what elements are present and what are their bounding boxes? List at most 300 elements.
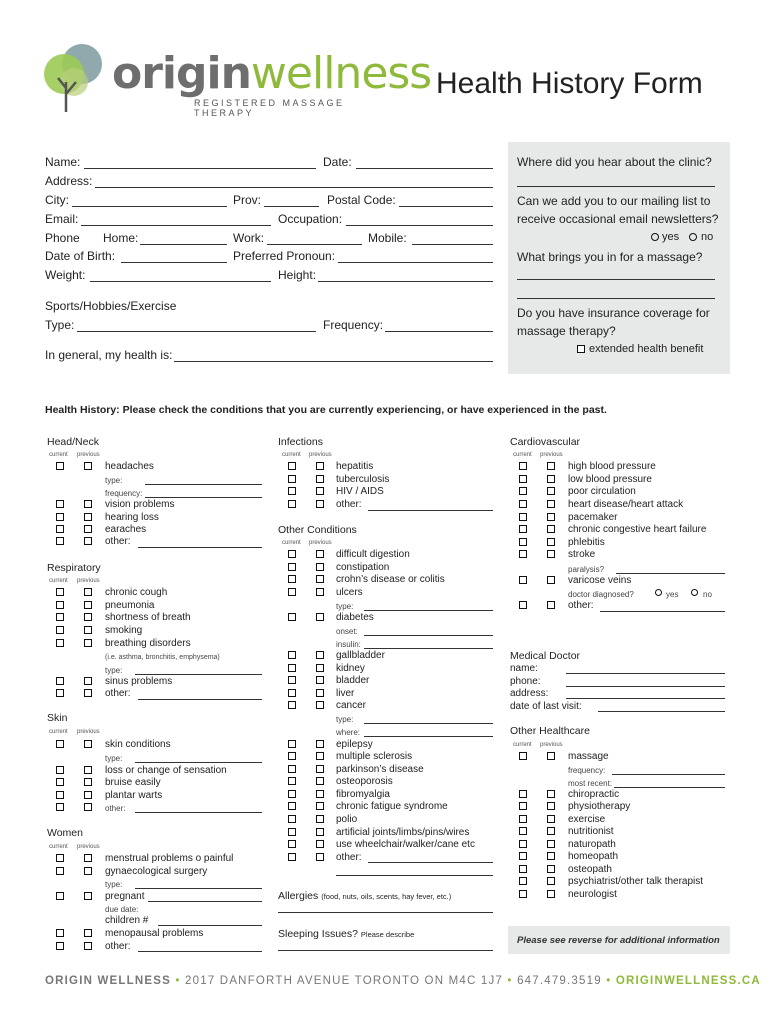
gynae-current-checkbox[interactable] bbox=[56, 867, 64, 875]
sports-type-label: Type: bbox=[45, 318, 75, 332]
phlebitis-previous-checkbox[interactable] bbox=[547, 538, 555, 546]
psych-current-checkbox[interactable] bbox=[519, 877, 527, 885]
previous-header: previous bbox=[77, 452, 100, 458]
gynae-previous-checkbox[interactable] bbox=[84, 867, 92, 875]
cancer-current-checkbox[interactable] bbox=[288, 701, 296, 709]
varicose-current-checkbox[interactable] bbox=[519, 576, 527, 584]
breathing-type-field[interactable] bbox=[135, 674, 262, 675]
pregnant-previous-checkbox[interactable] bbox=[84, 892, 92, 900]
general-health-field[interactable] bbox=[174, 361, 493, 362]
kidney-label: kidney bbox=[336, 663, 365, 674]
massage-frequency-field[interactable] bbox=[612, 774, 725, 775]
headneck-other-previous-checkbox[interactable] bbox=[84, 537, 92, 545]
varicose-previous-checkbox[interactable] bbox=[547, 576, 555, 584]
tb-previous-checkbox[interactable] bbox=[316, 475, 324, 483]
children-field[interactable] bbox=[158, 925, 262, 926]
homeopath-current-checkbox[interactable] bbox=[519, 852, 527, 860]
liver-label: liver bbox=[336, 688, 355, 699]
respiratory-heading: Respiratory bbox=[47, 562, 101, 574]
postal-field[interactable] bbox=[399, 206, 493, 207]
general-health-label: In general, my health is: bbox=[45, 348, 173, 362]
fibro-previous-checkbox[interactable] bbox=[316, 790, 324, 798]
last-visit-label: date of last visit: bbox=[510, 701, 582, 712]
sleeping-field[interactable] bbox=[278, 950, 493, 951]
hiv-previous-checkbox[interactable] bbox=[316, 487, 324, 495]
exercise-current-checkbox[interactable] bbox=[519, 815, 527, 823]
circulation-previous-checkbox[interactable] bbox=[547, 487, 555, 495]
health-history-heading: Health History: Please check the conditions that you are currently experiencing, or have experienced in the past. bbox=[45, 404, 607, 416]
skin-previous-checkbox[interactable] bbox=[84, 740, 92, 748]
hear-field[interactable] bbox=[517, 186, 715, 187]
footer-phone: 647.479.3519 bbox=[517, 975, 602, 987]
neurologist-label: neurologist bbox=[568, 889, 617, 900]
physio-previous-checkbox[interactable] bbox=[547, 802, 555, 810]
breathing-label: breathing disorders bbox=[105, 638, 191, 649]
diagnosed-yes-label: yes bbox=[666, 590, 679, 599]
infection-other-previous-checkbox[interactable] bbox=[316, 500, 324, 508]
sinus-label: sinus problems bbox=[105, 676, 173, 687]
weight-field[interactable] bbox=[90, 281, 271, 282]
cardio-other-field[interactable] bbox=[600, 611, 725, 612]
physio-current-checkbox[interactable] bbox=[519, 802, 527, 810]
heart-previous-checkbox[interactable] bbox=[547, 500, 555, 508]
parkinsons-previous-checkbox[interactable] bbox=[316, 765, 324, 773]
hbp-current-checkbox[interactable] bbox=[519, 462, 527, 470]
heart-label: heart disease/heart attack bbox=[568, 499, 684, 510]
pacemaker-current-checkbox[interactable] bbox=[519, 513, 527, 521]
headaches-label: headaches bbox=[105, 461, 154, 472]
mailing-yes-radio[interactable] bbox=[651, 233, 659, 241]
varicose-label: varicose veins bbox=[568, 575, 632, 586]
osteoporosis-previous-checkbox[interactable] bbox=[316, 777, 324, 785]
footer-sep: • bbox=[507, 975, 513, 987]
nutritionist-previous-checkbox[interactable] bbox=[547, 827, 555, 835]
homeopath-label: homeopath bbox=[568, 851, 619, 862]
skin-heading: Skin bbox=[47, 712, 68, 724]
sinus-previous-checkbox[interactable] bbox=[84, 677, 92, 685]
lbp-previous-checkbox[interactable] bbox=[547, 475, 555, 483]
work-phone-field[interactable] bbox=[267, 244, 362, 245]
circulation-label: poor circulation bbox=[568, 486, 636, 497]
breathing-examples: (i.e. asthma, bronchitis, emphysema) bbox=[105, 654, 220, 661]
paralysis-label: paralysis? bbox=[568, 565, 605, 574]
hepatitis-previous-checkbox[interactable] bbox=[316, 462, 324, 470]
skin-other-current-checkbox[interactable] bbox=[56, 803, 64, 811]
conditions-other-previous-checkbox[interactable] bbox=[316, 853, 324, 861]
current-header: current bbox=[49, 578, 68, 584]
naturopath-current-checkbox[interactable] bbox=[519, 840, 527, 848]
wheelchair-previous-checkbox[interactable] bbox=[316, 840, 324, 848]
nutritionist-label: nutritionist bbox=[568, 826, 614, 837]
current-header: current bbox=[49, 844, 68, 850]
cfs-current-checkbox[interactable] bbox=[288, 802, 296, 810]
breathing-type-label: type: bbox=[105, 666, 123, 675]
bladder-label: bladder bbox=[336, 675, 370, 686]
mobile-phone-field[interactable] bbox=[412, 244, 493, 245]
parkinsons-current-checkbox[interactable] bbox=[288, 765, 296, 773]
mailing-yes-label: yes bbox=[662, 231, 680, 243]
kidney-current-checkbox[interactable] bbox=[288, 664, 296, 672]
smoking-previous-checkbox[interactable] bbox=[84, 626, 92, 634]
headaches-type-label: type: bbox=[105, 476, 123, 485]
current-header: current bbox=[49, 452, 68, 458]
footer-sep: • bbox=[606, 975, 612, 987]
height-field[interactable] bbox=[318, 281, 493, 282]
earaches-previous-checkbox[interactable] bbox=[84, 525, 92, 533]
exercise-label: exercise bbox=[568, 814, 606, 825]
ulcers-label: ulcers bbox=[336, 587, 363, 598]
massage-recent-field[interactable] bbox=[614, 787, 725, 788]
plantar-previous-checkbox[interactable] bbox=[84, 791, 92, 799]
doctor-diagnosed-label: doctor diagnosed? bbox=[568, 590, 634, 599]
brings-field-1[interactable] bbox=[517, 279, 715, 280]
stroke-previous-checkbox[interactable] bbox=[547, 550, 555, 558]
breathing-previous-checkbox[interactable] bbox=[84, 639, 92, 647]
headneck-other-field[interactable] bbox=[138, 547, 262, 548]
fibro-current-checkbox[interactable] bbox=[288, 790, 296, 798]
allergies-title: Allergies bbox=[278, 890, 319, 902]
infection-other-current-checkbox[interactable] bbox=[288, 500, 296, 508]
frequency-field[interactable] bbox=[385, 331, 493, 332]
cardio-other-current-checkbox[interactable] bbox=[519, 601, 527, 609]
cough-label: chronic cough bbox=[105, 587, 168, 598]
osteopath-label: osteopath bbox=[568, 864, 612, 875]
sports-type-field[interactable] bbox=[77, 331, 316, 332]
current-header: current bbox=[49, 729, 68, 735]
height-label: Height: bbox=[278, 268, 317, 282]
bruise-label: bruise easily bbox=[105, 777, 161, 788]
nutritionist-current-checkbox[interactable] bbox=[519, 827, 527, 835]
email-field[interactable] bbox=[81, 225, 271, 226]
medical-doctor-heading: Medical Doctor bbox=[510, 650, 581, 662]
mailing-no-radio[interactable] bbox=[689, 233, 697, 241]
current-header: current bbox=[513, 452, 532, 458]
headaches-frequency-label: frequency: bbox=[105, 489, 143, 498]
previous-header: previous bbox=[540, 742, 563, 748]
frequency-label: Frequency: bbox=[323, 318, 384, 332]
sports-label: Sports/Hobbies/Exercise bbox=[45, 299, 177, 313]
gynae-type-field[interactable] bbox=[135, 888, 262, 889]
crohns-current-checkbox[interactable] bbox=[288, 575, 296, 583]
chf-previous-checkbox[interactable] bbox=[547, 525, 555, 533]
phlebitis-current-checkbox[interactable] bbox=[519, 538, 527, 546]
diagnosed-yes-radio[interactable] bbox=[655, 589, 662, 596]
gynae-type-label: type: bbox=[105, 880, 123, 889]
crohns-label: crohn’s disease or colitis bbox=[336, 574, 445, 585]
other-healthcare-heading: Other Healthcare bbox=[510, 725, 590, 737]
polio-label: polio bbox=[336, 814, 358, 825]
homeopath-previous-checkbox[interactable] bbox=[547, 852, 555, 860]
tb-current-checkbox[interactable] bbox=[288, 475, 296, 483]
skin-type-field[interactable] bbox=[135, 762, 262, 763]
breathing-current-checkbox[interactable] bbox=[56, 639, 64, 647]
ms-current-checkbox[interactable] bbox=[288, 752, 296, 760]
polio-previous-checkbox[interactable] bbox=[316, 815, 324, 823]
dob-field[interactable] bbox=[121, 262, 227, 263]
sleeping-title: Sleeping Issues? bbox=[278, 928, 358, 940]
date-label: Date: bbox=[323, 155, 352, 169]
osteopath-previous-checkbox[interactable] bbox=[547, 865, 555, 873]
women-other-label: other: bbox=[105, 941, 131, 952]
ulcers-type-field[interactable] bbox=[364, 610, 493, 611]
psych-label: psychiatrist/other talk therapist bbox=[568, 876, 704, 887]
ulcers-current-checkbox[interactable] bbox=[288, 588, 296, 596]
kidney-previous-checkbox[interactable] bbox=[316, 664, 324, 672]
hepatitis-label: hepatitis bbox=[336, 461, 374, 472]
previous-header: previous bbox=[77, 729, 100, 735]
artificial-current-checkbox[interactable] bbox=[288, 828, 296, 836]
artificial-previous-checkbox[interactable] bbox=[316, 828, 324, 836]
diagnosed-no-label: no bbox=[703, 590, 712, 599]
cancer-where-field[interactable] bbox=[364, 736, 493, 737]
skin-other-label: other: bbox=[105, 804, 126, 813]
infection-other-field[interactable] bbox=[368, 510, 493, 511]
sinus-current-checkbox[interactable] bbox=[56, 677, 64, 685]
diabetes-onset-label: onset: bbox=[336, 627, 358, 636]
diabetes-insulin-field[interactable] bbox=[364, 648, 493, 649]
name-field[interactable] bbox=[84, 168, 316, 169]
chiro-label: chiropractic bbox=[568, 789, 620, 800]
chf-label: chronic congestive heart failure bbox=[568, 524, 707, 535]
current-header: current bbox=[282, 452, 301, 458]
fibro-label: fibromyalgia bbox=[336, 789, 390, 800]
mailing-label-2: receive occasional email newsletters? bbox=[517, 212, 719, 226]
smoking-label: smoking bbox=[105, 625, 143, 636]
vision-previous-checkbox[interactable] bbox=[84, 500, 92, 508]
hearing-previous-checkbox[interactable] bbox=[84, 513, 92, 521]
stroke-current-checkbox[interactable] bbox=[519, 550, 527, 558]
headneck-other-current-checkbox[interactable] bbox=[56, 537, 64, 545]
doctor-phone-label: phone: bbox=[510, 676, 541, 687]
gallbladder-previous-checkbox[interactable] bbox=[316, 651, 324, 659]
headaches-previous-checkbox[interactable] bbox=[84, 462, 92, 470]
page-title: Health History Form bbox=[436, 67, 703, 100]
bladder-previous-checkbox[interactable] bbox=[316, 676, 324, 684]
women-other-current-checkbox[interactable] bbox=[56, 942, 64, 950]
previous-header: previous bbox=[77, 844, 100, 850]
headaches-current-checkbox[interactable] bbox=[56, 462, 64, 470]
hearing-current-checkbox[interactable] bbox=[56, 513, 64, 521]
cardio-other-previous-checkbox[interactable] bbox=[547, 601, 555, 609]
doctor-address-field[interactable] bbox=[566, 698, 725, 699]
sensation-label: loss or change of sensation bbox=[105, 765, 227, 776]
sob-previous-checkbox[interactable] bbox=[84, 613, 92, 621]
earaches-label: earaches bbox=[105, 524, 147, 535]
cancer-where-label: where: bbox=[336, 728, 361, 737]
gallbladder-current-checkbox[interactable] bbox=[288, 651, 296, 659]
cancer-previous-checkbox[interactable] bbox=[316, 701, 324, 709]
liver-current-checkbox[interactable] bbox=[288, 689, 296, 697]
heart-current-checkbox[interactable] bbox=[519, 500, 527, 508]
women-other-previous-checkbox[interactable] bbox=[84, 942, 92, 950]
prov-field[interactable] bbox=[264, 206, 319, 207]
circulation-current-checkbox[interactable] bbox=[519, 487, 527, 495]
resp-other-label: other: bbox=[105, 688, 131, 699]
infection-other-label: other: bbox=[336, 499, 362, 510]
neurologist-previous-checkbox[interactable] bbox=[547, 890, 555, 898]
doctor-name-label: name: bbox=[510, 663, 538, 674]
pacemaker-label: pacemaker bbox=[568, 512, 618, 523]
weight-label: Weight: bbox=[45, 268, 86, 282]
date-field[interactable] bbox=[356, 168, 493, 169]
lbp-label: low blood pressure bbox=[568, 474, 652, 485]
digestion-current-checkbox[interactable] bbox=[288, 550, 296, 558]
previous-header: previous bbox=[309, 452, 332, 458]
mobile-label: Mobile: bbox=[368, 231, 407, 245]
tree-icon bbox=[38, 42, 106, 114]
resp-other-previous-checkbox[interactable] bbox=[84, 689, 92, 697]
cancer-type-field[interactable] bbox=[364, 723, 493, 724]
due-date-label: due date: bbox=[105, 905, 139, 914]
occupation-field[interactable] bbox=[346, 225, 493, 226]
pregnant-label: pregnant bbox=[105, 891, 145, 902]
women-heading: Women bbox=[47, 827, 83, 839]
cfs-previous-checkbox[interactable] bbox=[316, 802, 324, 810]
insurance-label-2: massage therapy? bbox=[517, 324, 616, 338]
skin-current-checkbox[interactable] bbox=[56, 740, 64, 748]
hiv-current-checkbox[interactable] bbox=[288, 487, 296, 495]
cough-previous-checkbox[interactable] bbox=[84, 588, 92, 596]
pronoun-field[interactable] bbox=[338, 262, 493, 263]
constipation-previous-checkbox[interactable] bbox=[316, 563, 324, 571]
constipation-current-checkbox[interactable] bbox=[288, 563, 296, 571]
digestion-previous-checkbox[interactable] bbox=[316, 550, 324, 558]
sob-current-checkbox[interactable] bbox=[56, 613, 64, 621]
diabetes-current-checkbox[interactable] bbox=[288, 613, 296, 621]
ulcers-previous-checkbox[interactable] bbox=[316, 588, 324, 596]
epilepsy-current-checkbox[interactable] bbox=[288, 740, 296, 748]
resp-other-field[interactable] bbox=[138, 699, 262, 700]
home-phone-field[interactable] bbox=[140, 244, 227, 245]
mailing-no-label: no bbox=[701, 231, 714, 243]
polio-current-checkbox[interactable] bbox=[288, 815, 296, 823]
allergies-field[interactable] bbox=[278, 912, 493, 913]
menopausal-previous-checkbox[interactable] bbox=[84, 929, 92, 937]
menopausal-current-checkbox[interactable] bbox=[56, 929, 64, 937]
bruise-current-checkbox[interactable] bbox=[56, 778, 64, 786]
address-field[interactable] bbox=[95, 187, 493, 188]
epilepsy-previous-checkbox[interactable] bbox=[316, 740, 324, 748]
chiro-current-checkbox[interactable] bbox=[519, 790, 527, 798]
city-field[interactable] bbox=[72, 206, 227, 207]
extended-health-label: extended health benefit bbox=[589, 343, 704, 355]
naturopath-label: naturopath bbox=[568, 839, 616, 850]
footer-org: ORIGIN WELLNESS bbox=[45, 975, 171, 987]
prov-label: Prov: bbox=[233, 193, 262, 207]
hbp-previous-checkbox[interactable] bbox=[547, 462, 555, 470]
massage-recent-label: most recent: bbox=[568, 779, 613, 788]
women-other-field[interactable] bbox=[138, 951, 262, 952]
footer-website[interactable]: ORIGINWELLNESS.CA bbox=[615, 975, 761, 987]
diagnosed-no-radio[interactable] bbox=[691, 589, 698, 596]
crohns-previous-checkbox[interactable] bbox=[316, 575, 324, 583]
headaches-type-field[interactable] bbox=[145, 484, 262, 485]
conditions-other-field[interactable] bbox=[368, 862, 493, 863]
artificial-label: artificial joints/limbs/pins/wires bbox=[336, 827, 470, 838]
conditions-other-field-2[interactable] bbox=[336, 875, 493, 876]
hear-label: Where did you hear about the clinic? bbox=[517, 155, 712, 169]
ms-previous-checkbox[interactable] bbox=[316, 752, 324, 760]
liver-previous-checkbox[interactable] bbox=[316, 689, 324, 697]
resp-other-current-checkbox[interactable] bbox=[56, 689, 64, 697]
previous-header: previous bbox=[540, 452, 563, 458]
wheelchair-current-checkbox[interactable] bbox=[288, 840, 296, 848]
menstrual-previous-checkbox[interactable] bbox=[84, 854, 92, 862]
conditions-other-current-checkbox[interactable] bbox=[288, 853, 296, 861]
diabetes-previous-checkbox[interactable] bbox=[316, 613, 324, 621]
vision-current-checkbox[interactable] bbox=[56, 500, 64, 508]
bruise-previous-checkbox[interactable] bbox=[84, 778, 92, 786]
exercise-previous-checkbox[interactable] bbox=[547, 815, 555, 823]
osteoporosis-current-checkbox[interactable] bbox=[288, 777, 296, 785]
sensation-previous-checkbox[interactable] bbox=[84, 766, 92, 774]
chf-current-checkbox[interactable] bbox=[519, 525, 527, 533]
pneumonia-current-checkbox[interactable] bbox=[56, 601, 64, 609]
gallbladder-label: gallbladder bbox=[336, 650, 385, 661]
extended-health-checkbox[interactable] bbox=[577, 345, 585, 353]
osteopath-current-checkbox[interactable] bbox=[519, 865, 527, 873]
logo-origin: origin bbox=[112, 48, 251, 99]
cancer-label: cancer bbox=[336, 700, 367, 711]
naturopath-previous-checkbox[interactable] bbox=[547, 840, 555, 848]
pregnant-field[interactable] bbox=[148, 901, 262, 902]
brings-label: What brings you in for a massage? bbox=[517, 250, 703, 264]
doctor-name-field[interactable] bbox=[566, 673, 725, 674]
sleeping-label bbox=[278, 928, 414, 941]
massage-current-checkbox[interactable] bbox=[519, 752, 527, 760]
reverse-note: Please see reverse for additional information bbox=[517, 935, 720, 946]
pacemaker-previous-checkbox[interactable] bbox=[547, 513, 555, 521]
insurance-label-1: Do you have insurance coverage for bbox=[517, 306, 710, 320]
last-visit-field[interactable] bbox=[598, 711, 725, 712]
smoking-current-checkbox[interactable] bbox=[56, 626, 64, 634]
earaches-current-checkbox[interactable] bbox=[56, 525, 64, 533]
diabetes-onset-field[interactable] bbox=[364, 635, 493, 636]
doctor-address-label: address: bbox=[510, 688, 549, 699]
lbp-current-checkbox[interactable] bbox=[519, 475, 527, 483]
osteoporosis-label: osteoporosis bbox=[336, 776, 393, 787]
skin-other-field[interactable] bbox=[135, 812, 262, 813]
brings-field-2[interactable] bbox=[517, 298, 715, 299]
pneumonia-previous-checkbox[interactable] bbox=[84, 601, 92, 609]
chiro-previous-checkbox[interactable] bbox=[547, 790, 555, 798]
work-label: Work: bbox=[233, 231, 265, 245]
sensation-current-checkbox[interactable] bbox=[56, 766, 64, 774]
plantar-current-checkbox[interactable] bbox=[56, 791, 64, 799]
doctor-phone-field[interactable] bbox=[566, 686, 725, 687]
skin-type-label: type: bbox=[105, 754, 123, 763]
massage-label: massage bbox=[568, 751, 609, 762]
sob-label: shortness of breath bbox=[105, 612, 191, 623]
paralysis-field[interactable] bbox=[616, 573, 725, 574]
wheelchair-label: use wheelchair/walker/cane etc bbox=[336, 839, 475, 850]
skin-other-previous-checkbox[interactable] bbox=[84, 803, 92, 811]
logo-wellness: wellness bbox=[250, 48, 432, 99]
massage-previous-checkbox[interactable] bbox=[547, 752, 555, 760]
pregnant-current-checkbox[interactable] bbox=[56, 892, 64, 900]
cfs-label: chronic fatigue syndrome bbox=[336, 801, 448, 812]
bladder-current-checkbox[interactable] bbox=[288, 676, 296, 684]
headaches-frequency-field[interactable] bbox=[145, 497, 262, 498]
neurologist-current-checkbox[interactable] bbox=[519, 890, 527, 898]
psych-previous-checkbox[interactable] bbox=[547, 877, 555, 885]
menstrual-current-checkbox[interactable] bbox=[56, 854, 64, 862]
diabetes-insulin-label: insulin: bbox=[336, 640, 361, 649]
hbp-label: high blood pressure bbox=[568, 461, 656, 472]
previous-header: previous bbox=[77, 578, 100, 584]
hepatitis-current-checkbox[interactable] bbox=[288, 462, 296, 470]
cough-current-checkbox[interactable] bbox=[56, 588, 64, 596]
